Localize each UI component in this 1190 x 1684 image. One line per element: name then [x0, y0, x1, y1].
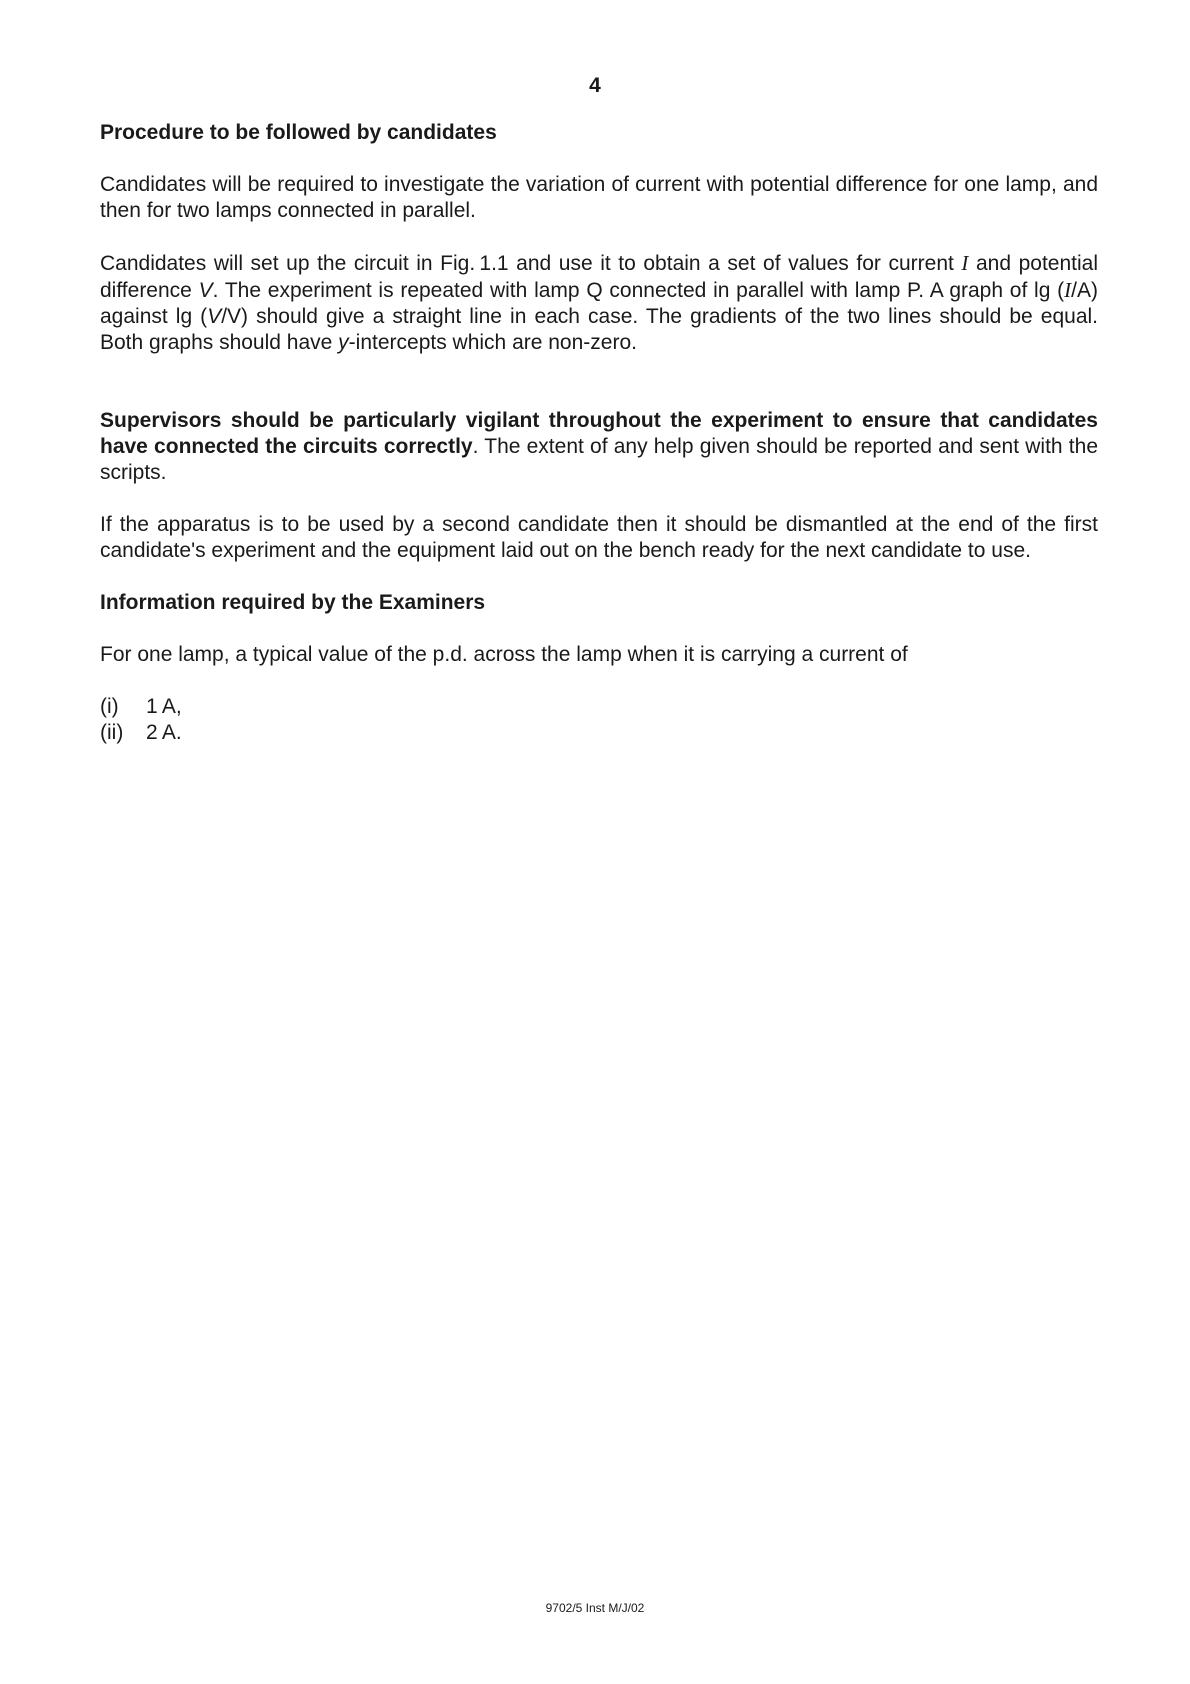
list-item-number: (i)	[100, 695, 119, 718]
apparatus-paragraph: If the apparatus is to be used by a second candidate then it should be dismantled at the end of the first candidate's experiment and the equipment laid out on the bench ready for the next candidate to use.	[100, 513, 1098, 562]
intro-paragraph: Candidates will be required to investigate the variation of current with potential difference for one lamp, and then for two lamps connected in parallel.	[100, 173, 1098, 222]
current-list	[100, 694, 1098, 746]
supervisor-text: . The extent of any help given should be reported and sent with the scripts.	[100, 435, 1099, 484]
circuit-text-6: -intercepts which are non-zero.	[348, 331, 637, 354]
circuit-text-1: Candidates will set up the circuit in Fig. 1.1 and use it to obtain a set of values for current	[100, 252, 962, 275]
list-item-number: (ii)	[100, 721, 124, 744]
supervisor-warning: Supervisors should be particularly vigilant throughout the experiment to ensure that candidates have connected the circuits correctly	[100, 409, 1098, 458]
circuit-text-3: . The experiment is repeated with lamp Q connected in parallel with lamp P. A graph of lg (	[212, 279, 1065, 302]
y-variable: y	[338, 331, 349, 354]
list-item-text: 1 A,	[146, 695, 182, 718]
document-body	[100, 120, 1098, 746]
supervisor-paragraph	[100, 408, 1098, 486]
procedure-heading: Procedure to be followed by candidates	[100, 121, 497, 144]
voltage-variable: V	[198, 279, 213, 302]
lamp-paragraph: For one lamp, a typical value of the p.d. across the lamp when it is carrying a current of	[100, 643, 908, 666]
circuit-text-4: /A) against lg (	[100, 279, 1098, 328]
voltage-variable-graph: V	[207, 305, 222, 328]
circuit-paragraph	[100, 250, 1098, 356]
footer-code: 9702/5 Inst M/J/02	[545, 1601, 645, 1615]
list-item	[100, 694, 1098, 720]
info-heading: Information required by the Examiners	[100, 591, 486, 614]
current-variable-graph: I	[1064, 278, 1072, 302]
circuit-text-2: and potential difference	[100, 252, 1098, 302]
list-item	[100, 720, 1098, 746]
page-number: 4	[589, 74, 601, 97]
list-item-text: 2 A.	[146, 721, 182, 744]
circuit-text-5: /V) should give a straight line in each case. The gradients of the two lines should be equal. Both graphs should have	[100, 305, 1098, 354]
current-variable: I	[961, 251, 969, 275]
